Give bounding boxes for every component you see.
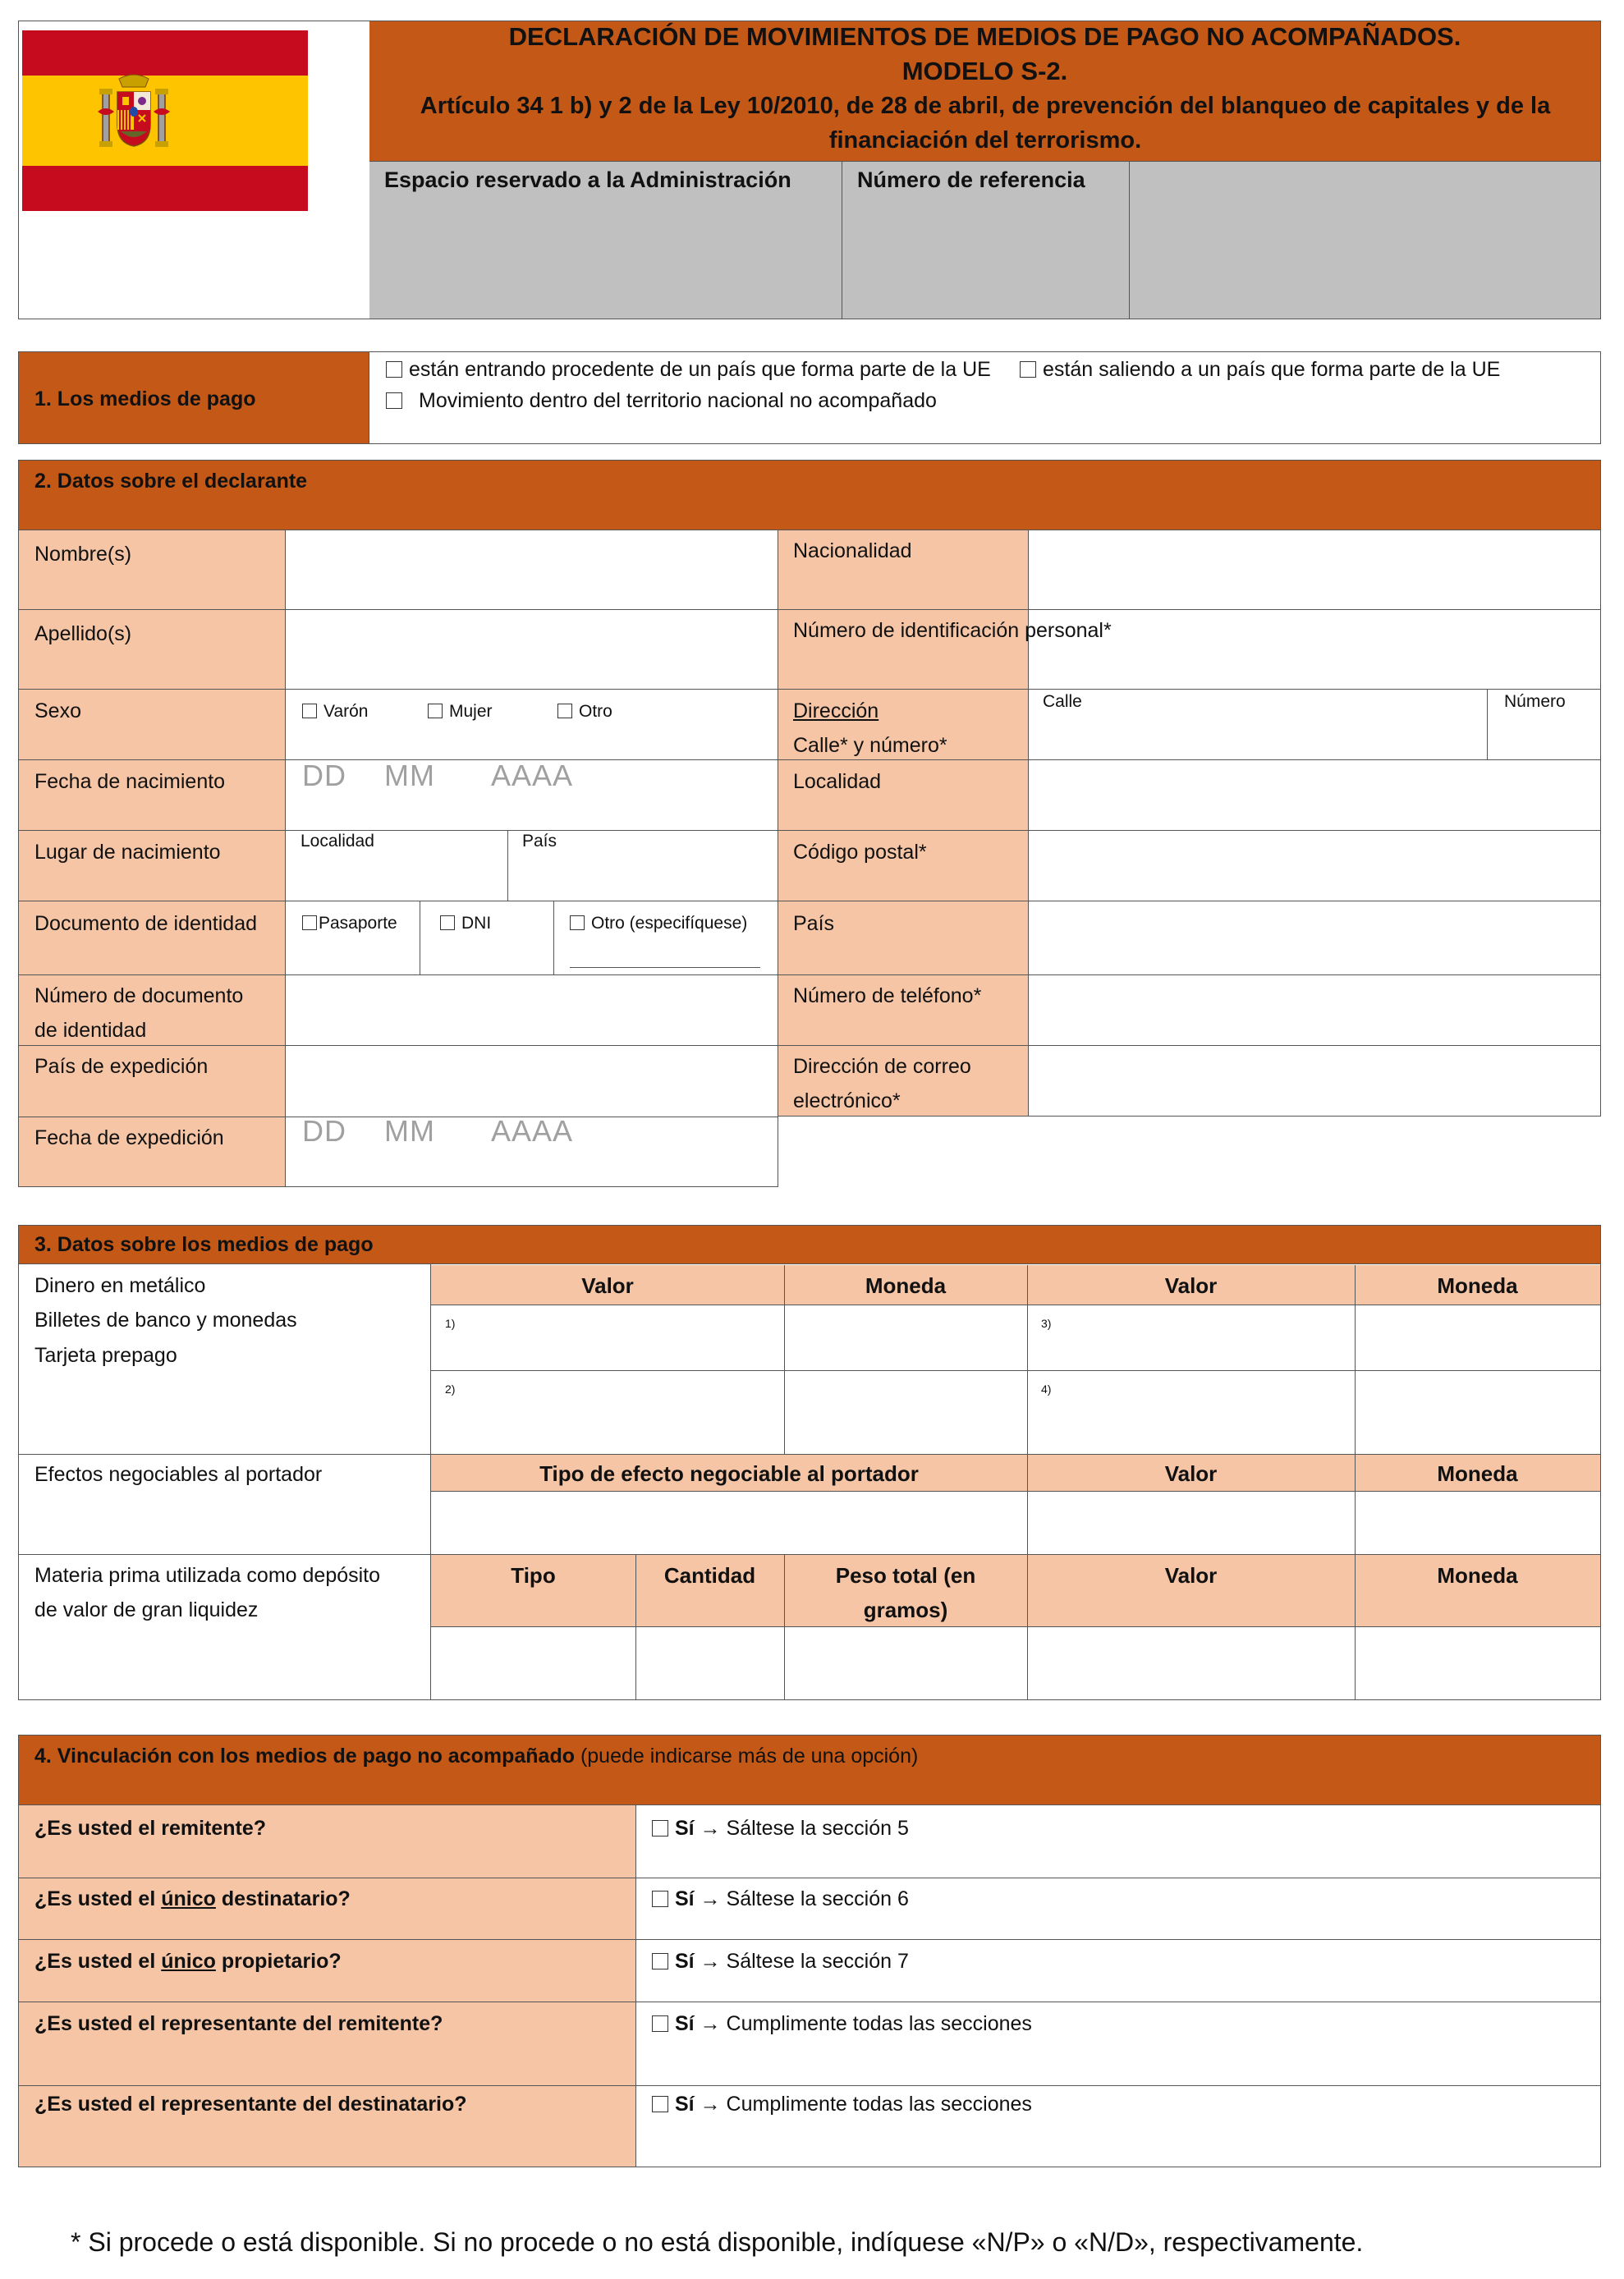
- label-materia-prima-1: Materia prima utilizada como depósito: [34, 1564, 381, 1587]
- cash-valor-header-2: Valor: [1164, 1273, 1218, 1298]
- option-national-movement[interactable]: Movimiento dentro del territorio nacional no acompañado: [386, 383, 937, 418]
- materia-moneda-field[interactable]: [1356, 1629, 1599, 1699]
- answer-remitente[interactable]: Sí → Sáltese la sección 5: [652, 1811, 909, 1846]
- materia-peso-header-2: gramos): [863, 1598, 948, 1622]
- materia-tipo-header: Tipo: [511, 1563, 556, 1588]
- efectos-moneda-header: Moneda: [1437, 1461, 1518, 1486]
- cash-moneda-field-3[interactable]: [1356, 1307, 1599, 1369]
- sexo-varon-option[interactable]: Varón: [302, 699, 368, 724]
- label-numero-documento-2: de identidad: [34, 1019, 147, 1042]
- divider: [507, 830, 508, 901]
- checkbox-icon[interactable]: [557, 704, 572, 718]
- footnote: * Si procede o está disponible. Si no procede o no está disponible, indíquese «N/P» o «N/D», respectivamente.: [71, 2227, 1364, 2257]
- label-email-1: Dirección de correo: [793, 1055, 971, 1078]
- nacionalidad-field[interactable]: [1030, 531, 1599, 608]
- cash-valor-field-1[interactable]: [460, 1307, 782, 1369]
- question-remitente: ¿Es usted el remitente?: [34, 1817, 267, 1840]
- materia-tipo-field[interactable]: [432, 1629, 634, 1699]
- doc-dni-option[interactable]: DNI: [440, 911, 491, 936]
- materia-moneda-header: Moneda: [1437, 1563, 1518, 1588]
- divider: [18, 1939, 1601, 1940]
- sexo-otro-option[interactable]: Otro: [557, 699, 612, 724]
- question-unico-propietario: ¿Es usted el único propietario?: [34, 1950, 342, 1973]
- divider: [431, 1370, 1600, 1371]
- doc-pasaporte-option[interactable]: Pasaporte: [302, 911, 397, 936]
- checkbox-icon[interactable]: [440, 915, 455, 930]
- cash-row-3-number: 3): [1041, 1317, 1052, 1330]
- numero-small-label: Número: [1504, 692, 1566, 711]
- materia-cantidad-header: Cantidad: [663, 1563, 756, 1588]
- arrow-right-icon: →: [700, 1817, 721, 1840]
- label-email-2: electrónico*: [793, 1089, 901, 1112]
- arrow-right-icon: →: [700, 1950, 721, 1973]
- divider: [778, 689, 1601, 690]
- form-title-line1: DECLARACIÓN DE MOVIMIENTOS DE MEDIOS DE PAGO NO ACOMPAÑADOS.: [508, 22, 1461, 51]
- option-entering-eu[interactable]: están entrando procedente de un país que forma parte de la UE: [386, 352, 991, 387]
- option-leaving-eu[interactable]: están saliendo a un país que forma parte de la UE: [1020, 352, 1500, 387]
- label-apellido: Apellido(s): [34, 622, 132, 645]
- checkbox-icon[interactable]: [652, 2096, 668, 2112]
- answer-unico-destinatario[interactable]: Sí → Sáltese la sección 6: [652, 1882, 909, 1916]
- checkbox-icon[interactable]: [652, 1820, 668, 1836]
- checkbox-icon[interactable]: [652, 2015, 668, 2032]
- materia-peso-header-1: Peso total (en: [835, 1563, 976, 1588]
- section1-label: 1. Los medios de pago: [34, 387, 256, 410]
- question-unico-destinatario: ¿Es usted el único destinatario?: [34, 1887, 351, 1910]
- checkbox-icon[interactable]: [302, 915, 317, 930]
- checkbox-icon[interactable]: [386, 392, 402, 409]
- nombre-field[interactable]: [287, 531, 777, 608]
- label-pais: País: [793, 912, 835, 935]
- codigo-postal-field[interactable]: [1030, 832, 1599, 900]
- label-billetes: Billetes de banco y monedas: [34, 1309, 297, 1332]
- checkbox-icon[interactable]: [386, 361, 402, 378]
- label-localidad: Localidad: [793, 770, 882, 793]
- cash-moneda-field-4[interactable]: [1356, 1372, 1599, 1453]
- checkbox-icon[interactable]: [302, 704, 317, 718]
- efectos-moneda-field[interactable]: [1356, 1493, 1599, 1553]
- label-codigo-postal: Código postal*: [793, 841, 927, 864]
- email-field[interactable]: [1030, 1047, 1599, 1116]
- arrow-right-icon: →: [700, 2012, 721, 2035]
- efectos-valor-field[interactable]: [1029, 1493, 1353, 1553]
- materia-valor-header: Valor: [1164, 1563, 1218, 1588]
- efectos-tipo-header: Tipo de efecto negociable al portador: [539, 1461, 919, 1486]
- cash-moneda-field-1[interactable]: [786, 1307, 1025, 1369]
- divider: [18, 2085, 1601, 2086]
- localidad-field[interactable]: [1030, 761, 1599, 829]
- label-efectos-negociables: Efectos negociables al portador: [34, 1463, 323, 1486]
- pais-field[interactable]: [1030, 902, 1599, 974]
- section3-title: 3. Datos sobre los medios de pago: [34, 1233, 374, 1256]
- fecha-exp-dd-placeholder[interactable]: DD: [302, 1114, 346, 1148]
- telefono-field[interactable]: [1030, 976, 1599, 1044]
- label-calle-numero: Calle* y número*: [793, 734, 947, 757]
- arrow-right-icon: →: [700, 2093, 721, 2116]
- divider: [570, 967, 760, 968]
- label-fecha-nacimiento: Fecha de nacimiento: [34, 770, 226, 793]
- label-pais-expedicion: País de expedición: [34, 1055, 209, 1078]
- divider: [778, 609, 1601, 610]
- efectos-valor-header: Valor: [1164, 1461, 1218, 1486]
- fecha-exp-aaaa-placeholder[interactable]: AAAA: [491, 1114, 574, 1148]
- fecha-nac-dd-placeholder[interactable]: DD: [302, 759, 346, 792]
- cash-valor-field-3[interactable]: [1056, 1307, 1353, 1369]
- divider: [18, 974, 778, 975]
- label-dinero-metalico: Dinero en metálico: [34, 1274, 206, 1297]
- spain-flag-icon: [22, 30, 308, 211]
- divider: [1487, 689, 1488, 759]
- answer-representante-remitente[interactable]: Sí → Cumplimente todas las secciones: [652, 2006, 1032, 2041]
- answer-representante-destinatario[interactable]: Sí → Cumplimente todas las secciones: [652, 2087, 1032, 2121]
- pais-expedicion-field[interactable]: [287, 1047, 777, 1116]
- apellido-field[interactable]: [287, 611, 777, 688]
- divider: [18, 689, 778, 690]
- divider: [553, 901, 554, 974]
- answer-unico-propietario[interactable]: Sí → Sáltese la sección 7: [652, 1944, 909, 1979]
- section4-title: 4. Vinculación con los medios de pago no acompañado (puede indicarse más de una opción): [34, 1745, 919, 1768]
- reference-number-label: Número de referencia: [857, 167, 1085, 192]
- checkbox-icon[interactable]: [1020, 361, 1036, 378]
- cash-valor-field-2[interactable]: [460, 1372, 782, 1453]
- cash-valor-field-4[interactable]: [1056, 1372, 1353, 1453]
- divider: [778, 1045, 1601, 1046]
- fecha-nac-mm-placeholder[interactable]: MM: [384, 759, 435, 792]
- fecha-exp-mm-placeholder[interactable]: MM: [384, 1114, 435, 1148]
- label-materia-prima-2: de valor de gran liquidez: [34, 1598, 259, 1621]
- cash-row-2-number: 2): [445, 1383, 456, 1396]
- cash-valor-header-1: Valor: [581, 1273, 634, 1298]
- materia-peso-field[interactable]: [786, 1629, 1025, 1699]
- label-lugar-nacimiento: Lugar de nacimiento: [34, 841, 221, 864]
- question-representante-remitente: ¿Es usted el representante del remitente?: [34, 2012, 443, 2035]
- checkbox-icon[interactable]: [652, 1953, 668, 1969]
- section2-title: 2. Datos sobre el declarante: [34, 470, 308, 493]
- form-legal-subtitle: Artículo 34 1 b) y 2 de la Ley 10/2010, de 28 de abril, de prevención del blanqueo de capitales y de la financiación del terrorismo.: [420, 93, 1551, 154]
- doc-otro-option[interactable]: Otro (especifíquese): [570, 911, 747, 936]
- materia-valor-field[interactable]: [1029, 1629, 1353, 1699]
- materia-cantidad-field[interactable]: [637, 1629, 782, 1699]
- label-telefono: Número de teléfono*: [793, 984, 982, 1007]
- cash-moneda-header-2: Moneda: [1437, 1273, 1518, 1298]
- reference-number-field[interactable]: [1130, 161, 1600, 319]
- checkbox-icon[interactable]: [652, 1891, 668, 1907]
- numero-documento-field[interactable]: [287, 976, 777, 1044]
- sexo-mujer-option[interactable]: Mujer: [428, 699, 493, 724]
- lugar-nac-localidad-label: Localidad: [300, 832, 374, 851]
- label-numero-documento-1: Número de documento: [34, 984, 244, 1007]
- efectos-tipo-field[interactable]: [432, 1493, 1025, 1553]
- divider: [18, 830, 778, 831]
- cash-row-4-number: 4): [1041, 1383, 1052, 1396]
- divider: [778, 830, 1601, 831]
- label-tarjeta-prepago: Tarjeta prepago: [34, 1344, 177, 1367]
- cash-moneda-field-2[interactable]: [786, 1372, 1025, 1453]
- fecha-nac-aaaa-placeholder[interactable]: AAAA: [491, 759, 574, 792]
- label-documento-identidad: Documento de identidad: [34, 912, 258, 935]
- label-direccion: Dirección: [793, 699, 879, 722]
- label-sexo: Sexo: [34, 699, 81, 722]
- checkbox-icon[interactable]: [428, 704, 443, 718]
- form-title-line2: MODELO S-2.: [901, 57, 1068, 85]
- lugar-nac-pais-label: País: [522, 832, 557, 851]
- divider: [778, 974, 1601, 975]
- arrow-right-icon: →: [700, 1887, 721, 1910]
- admin-reserved-label: Espacio reservado a la Administración: [384, 167, 791, 192]
- id-personal-field[interactable]: [1151, 611, 1600, 690]
- cash-row-1-number: 1): [445, 1317, 456, 1330]
- divider: [18, 609, 778, 610]
- label-fecha-expedicion: Fecha de expedición: [34, 1126, 224, 1149]
- label-num-id-personal: Número de identificación personal*: [793, 619, 1112, 642]
- label-nacionalidad: Nacionalidad: [793, 539, 912, 562]
- checkbox-icon[interactable]: [570, 915, 585, 930]
- cash-moneda-header-1: Moneda: [865, 1273, 947, 1298]
- label-nombre: Nombre(s): [34, 543, 132, 566]
- calle-small-label: Calle: [1043, 692, 1082, 711]
- question-representante-destinatario: ¿Es usted el representante del destinatario?: [34, 2093, 467, 2116]
